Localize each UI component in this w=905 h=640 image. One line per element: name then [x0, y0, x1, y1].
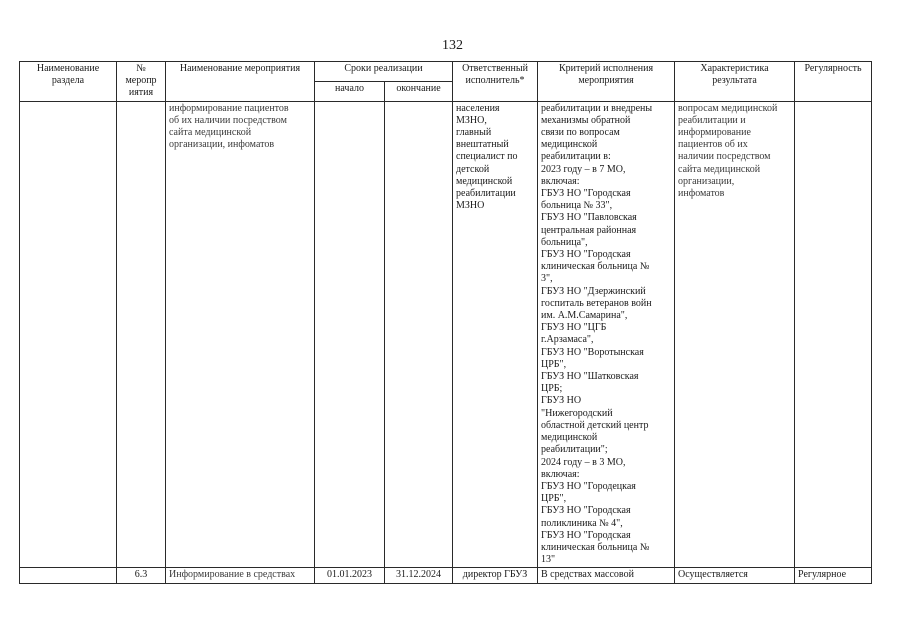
header-event-name: Наименование мероприятия	[166, 62, 315, 102]
header-row-1	[20, 62, 872, 82]
cell-section	[20, 101, 117, 568]
cell-start	[315, 101, 385, 568]
header-responsible: Ответственный исполнитель*	[453, 62, 538, 102]
cell-end	[385, 101, 453, 568]
table-row	[20, 101, 872, 568]
cell-result: Осуществляется	[675, 568, 795, 583]
header-end: окончание	[385, 81, 453, 101]
cell-responsible: директор ГБУЗ	[453, 568, 538, 583]
events-table	[19, 61, 872, 584]
header-result: Характеристика результата	[675, 62, 795, 102]
header-section-name: Наименование раздела	[20, 62, 117, 102]
table-row	[20, 568, 872, 583]
cell-number	[117, 101, 166, 568]
page-number: 132	[442, 38, 463, 53]
header-regularity: Регулярность	[795, 62, 872, 102]
header-criterion: Критерий исполнения мероприятия	[538, 62, 675, 102]
cell-criterion: В средствах массовой	[538, 568, 675, 583]
cell-responsible: населения МЗНО, главный внештатный специалист по детской медицинской реабилитации МЗНО	[453, 101, 538, 568]
cell-number: 6.3	[117, 568, 166, 583]
header-start: начало	[315, 81, 385, 101]
cell-result: вопросам медицинской реабилитации и информирование пациентов об их наличии посредством сайта медицинской организации, инфоматов	[675, 101, 795, 568]
cell-event: Информирование в средствах	[166, 568, 315, 583]
cell-start: 01.01.2023	[315, 568, 385, 583]
header-timing: Сроки реализации	[315, 62, 453, 82]
cell-regularity: Регулярное	[795, 568, 872, 583]
cell-end: 31.12.2024	[385, 568, 453, 583]
header-event-number: № меропр иятия	[117, 62, 166, 102]
cell-regularity	[795, 101, 872, 568]
cell-criterion: реабилитации и внедрены механизмы обратной связи по вопросам медицинской реабилитации в: 2023 году – в 7 МО, включая: ГБУЗ НО "Городская больница № 33", ГБУЗ НО "Павловская центральная районная больница", ГБУЗ НО "Городская клиническая больница № 3", ГБУЗ НО "Дзержинский госпиталь ветеранов войн им. А.М.Самарина", ГБУЗ НО "ЦГБ г.Арзамаса", ГБУЗ НО "Воротынская ЦРБ", ГБУЗ НО "Шатковская ЦРБ; ГБУЗ НО "Нижегородский областной детский центр медицинской реабилитации"; 2024 году – в 3 МО, включая: ГБУЗ НО "Городецкая ЦРБ", ГБУЗ НО "Городская поликлиника № 4", ГБУЗ НО "Городская клиническая больница № 13"	[538, 101, 675, 568]
cell-section	[20, 568, 117, 583]
cell-event: информирование пациентов об их наличии посредством сайта медицинской организации, инфоматов	[166, 101, 315, 568]
